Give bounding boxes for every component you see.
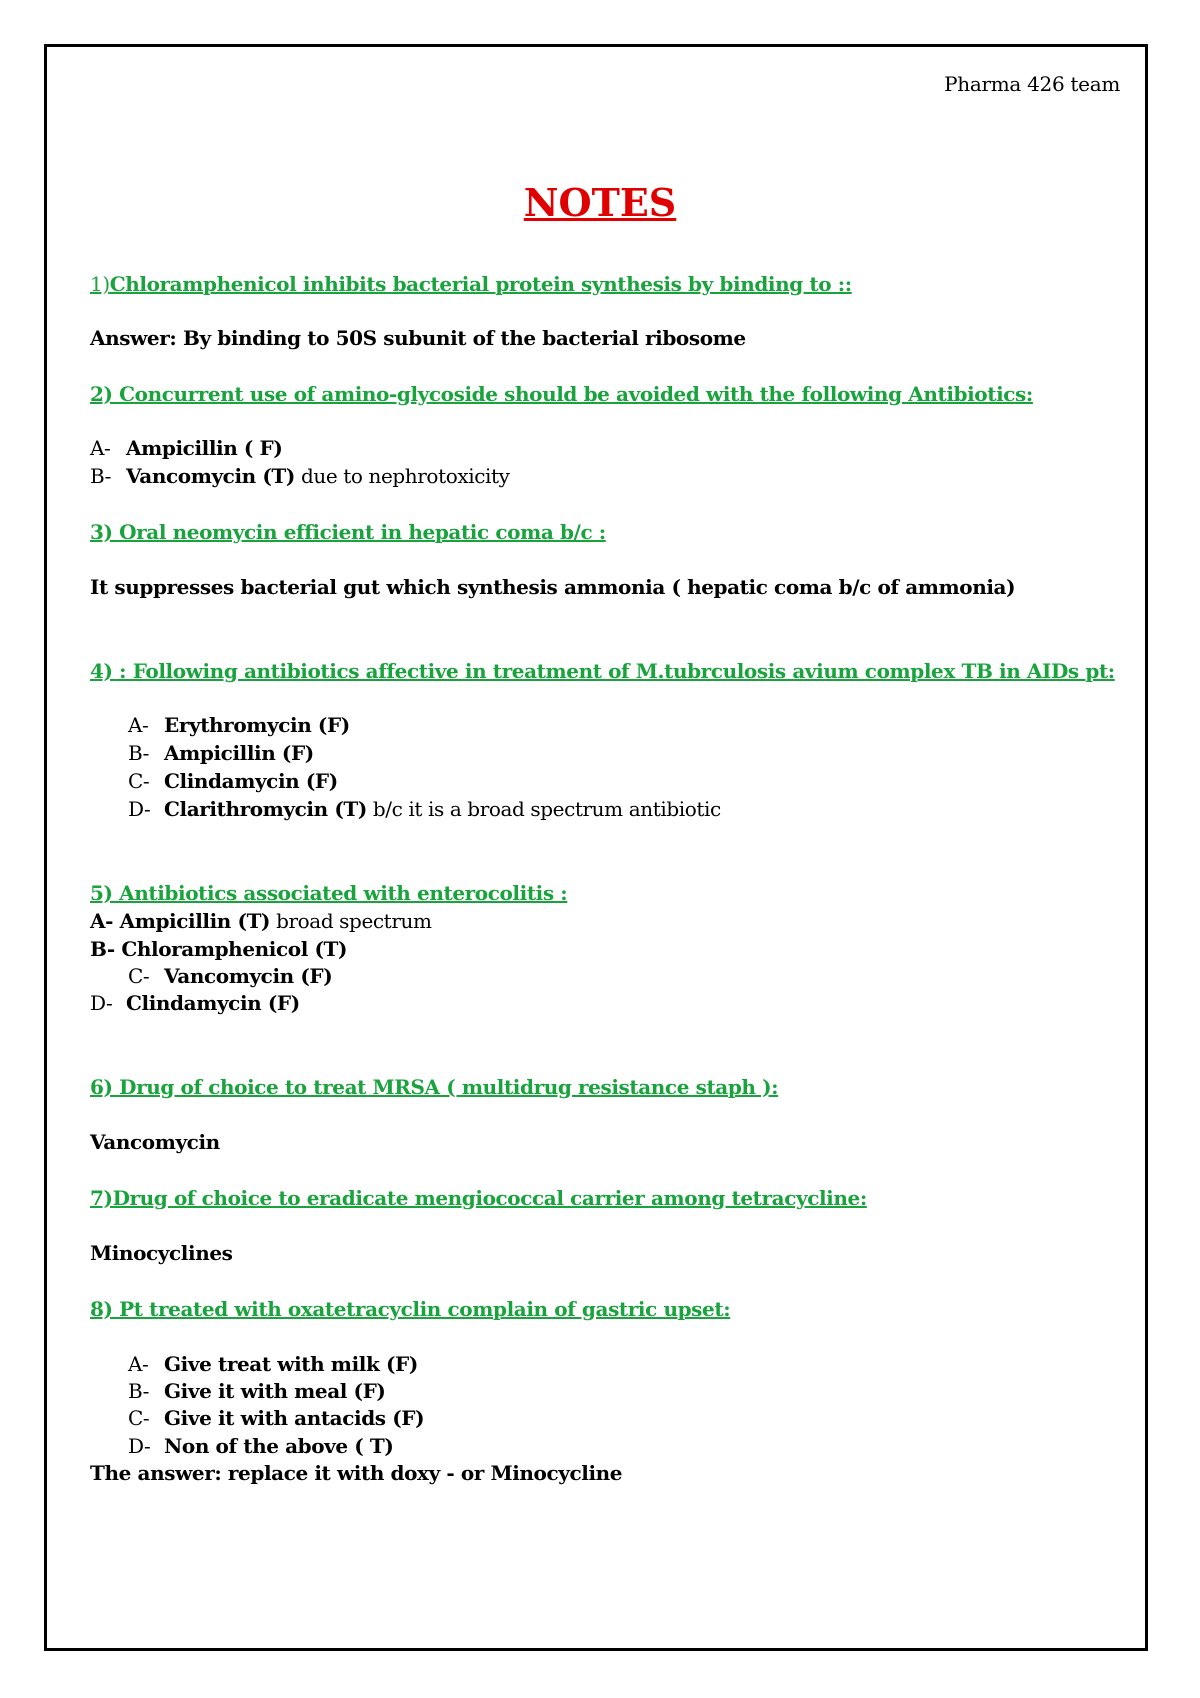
option-4b <box>128 741 314 765</box>
option-4d-marker: D- <box>128 797 151 821</box>
option-2b <box>90 464 510 488</box>
question-5: 5) Antibiotics associated with enterocolitis : <box>90 881 568 905</box>
option-4c-marker: C- <box>128 769 150 793</box>
option-8c-text: Give it with antacids (F) <box>164 1406 425 1430</box>
option-4b-text: Ampicillin (F) <box>164 741 314 765</box>
option-8b-text: Give it with meal (F) <box>164 1379 386 1403</box>
option-8d-marker: D- <box>128 1434 151 1458</box>
answer-3: It suppresses bacterial gut which synthesis ammonia ( hepatic coma b/c of ammonia) <box>90 575 1016 599</box>
option-8a-text: Give treat with milk (F) <box>164 1352 418 1376</box>
question-1-text: Chloramphenicol inhibits bacterial protein synthesis by binding to :: <box>109 272 852 296</box>
option-4d-note: b/c it is a broad spectrum antibiotic <box>372 797 721 821</box>
question-8: 8) Pt treated with oxatetracyclin complain of gastric upset: <box>90 1297 731 1321</box>
option-8c-marker: C- <box>128 1406 150 1430</box>
option-4c <box>128 769 338 793</box>
option-8b-marker: B- <box>128 1379 150 1403</box>
option-8d <box>128 1434 393 1458</box>
option-4a-text: Erythromycin (F) <box>164 713 350 737</box>
answer-8: The answer: replace it with doxy - or Minocycline <box>90 1461 623 1485</box>
option-2b-note: due to nephrotoxicity <box>300 464 510 488</box>
option-4a-marker: A- <box>128 713 149 737</box>
header-team: Pharma 426 team <box>944 72 1120 96</box>
option-8b <box>128 1379 385 1403</box>
option-4d <box>128 797 721 821</box>
option-4b-marker: B- <box>128 741 150 765</box>
question-1-number: 1) <box>90 272 110 296</box>
answer-6: Vancomycin <box>90 1130 220 1154</box>
question-4: 4) : Following antibiotics affective in treatment of M.tubrculosis avium complex TB in AIDs pt: <box>90 659 1115 683</box>
option-4c-text: Clindamycin (F) <box>164 769 338 793</box>
option-5a-text: A- Ampicillin (T) <box>90 909 271 933</box>
option-5a-note: broad spectrum <box>276 909 432 933</box>
option-2a <box>90 436 282 460</box>
option-2a-marker: A- <box>90 436 111 460</box>
question-1 <box>90 272 852 296</box>
option-8a <box>128 1352 418 1376</box>
option-5c <box>128 964 332 988</box>
option-5a <box>90 909 432 933</box>
answer-7: Minocyclines <box>90 1241 233 1265</box>
option-5c-marker: C- <box>128 964 150 988</box>
option-4a <box>128 713 350 737</box>
question-7: 7)Drug of choice to eradicate mengiococcal carrier among tetracycline: <box>90 1186 867 1210</box>
option-5d-text: Clindamycin (F) <box>126 991 300 1015</box>
option-8d-text: Non of the above ( T) <box>164 1434 394 1458</box>
question-6: 6) Drug of choice to treat MRSA ( multidrug resistance staph ): <box>90 1075 779 1099</box>
option-2b-text: Vancomycin (T) <box>126 464 295 488</box>
option-8a-marker: A- <box>128 1352 149 1376</box>
option-5c-text: Vancomycin (F) <box>164 964 333 988</box>
option-8c <box>128 1406 424 1430</box>
page-title: NOTES <box>523 180 677 225</box>
option-5b: B- Chloramphenicol (T) <box>90 937 348 961</box>
question-3: 3) Oral neomycin efficient in hepatic coma b/c : <box>90 520 606 544</box>
option-2a-text: Ampicillin ( F) <box>126 436 283 460</box>
option-5d <box>90 991 300 1015</box>
option-2b-marker: B- <box>90 464 112 488</box>
option-5d-marker: D- <box>90 991 113 1015</box>
option-4d-text: Clarithromycin (T) <box>164 797 367 821</box>
answer-1: Answer: By binding to 50S subunit of the bacterial ribosome <box>90 326 746 350</box>
question-2: 2) Concurrent use of amino-glycoside should be avoided with the following Antibiotics: <box>90 382 1033 406</box>
